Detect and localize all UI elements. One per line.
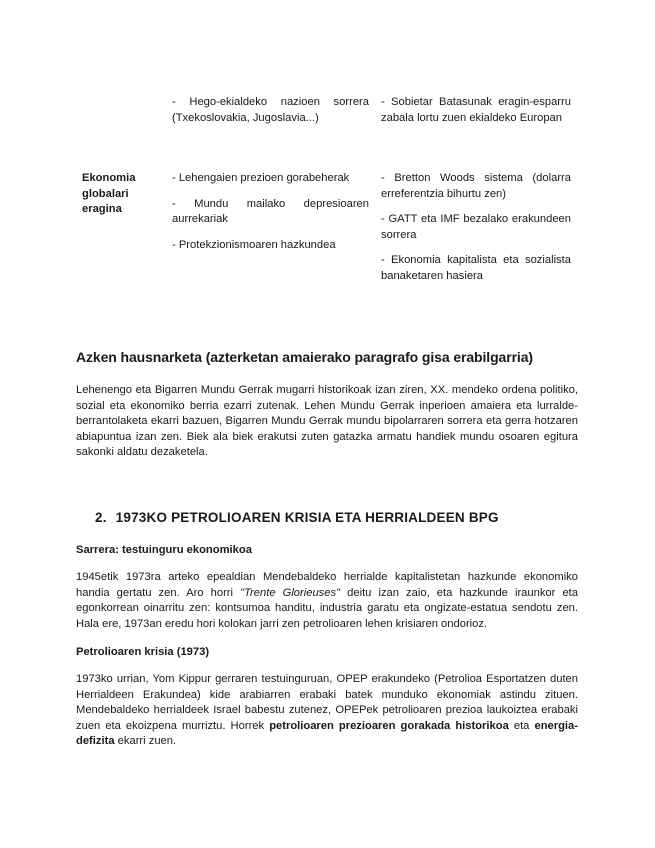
intro-heading: Sarrera: testuinguru ekonomikoa xyxy=(76,544,252,556)
table-row2-col3 xyxy=(381,171,571,285)
intro-text-start: 1945etik 1973ra arteko epealdian Mendebaldeko herrialde kapitalistetan hazkunde ekonomiko handia gertatu zen. Aro horri xyxy=(76,571,578,599)
list-item: - Mundu mailako depresioaren aurrekariak xyxy=(172,197,369,226)
list-item: - Bretton Woods sistema (dolarra erreferentzia bihurtu zen) xyxy=(381,172,571,200)
intro-text-end: deitu izan zaio, eta hazkunde iraunkor eta egonkorrean oinarritu zen: kontsumoa handitu, industria garatu eta ongizate-estatua sendotu zen. Hala ere, 1973an eredu hori kolokan jarri zen petrolioaren lehen krisiaren ondorioz. xyxy=(76,586,578,630)
crisis-text-mid: eta xyxy=(508,719,535,732)
table-cell-text: - Hego-ekialdeko nazioen sorrera (Txekoslovakia, Jugoslavia...) xyxy=(172,96,369,124)
list-item: - Ekonomia kapitalista eta sozialista banaketaren hasiera xyxy=(381,254,571,282)
list-item: - Lehengaien prezioen gorabeherak xyxy=(172,172,350,184)
list-item: - GATT eta IMF bezalako erakundeen sorrera xyxy=(381,213,571,241)
table-row1-col2 xyxy=(172,95,369,126)
table-row2-header: Ekonomia globalari eragina xyxy=(82,172,136,216)
crisis-text-start: 1973ko urrian, Yom Kippur gerraren testuinguruan, OPEP erakundeko (Petrolioa Esportatzen duten Herrialdeen Erakundea) kide arabiarren erabaki batek munduko ekonomiak astindu zituen. Mendebaldeko herrialdeek Israel babestu zutenez, OPEPek petrolioaren prezioa laukoiztea erabaki zuen eta ekoizpena murriztu. Horrek xyxy=(76,673,578,732)
section-title xyxy=(95,510,499,525)
crisis-text-end: ekarri zuen. xyxy=(114,735,177,748)
table-cell-text: - Sobietar Batasunak eragin-esparru zabala lortu zuen ekialdeko Europan xyxy=(381,96,571,124)
list-item: - Protekzionismoaren hazkundea xyxy=(172,238,336,251)
conclusion-heading: Azken hausnarketa (azterketan amaierako paragrafo gisa erabilgarria) xyxy=(76,349,533,365)
table-row2-col2 xyxy=(172,171,369,253)
section-number: 2. xyxy=(95,510,107,525)
crisis-text-bold-1: petrolioaren prezioaren gorakada historikoa xyxy=(269,719,509,732)
conclusion-paragraph: Lehenengo eta Bigarren Mundu Gerrak mugarri historikoak izan ziren, XX. mendeko ordena politiko, sozial eta ekonomiko berria ezarri zutenak. Lehen Mundu Gerrak inperioen amaiera eta lurralde-berrantolaketa ekarri bazuen, Bigarren Mundu Gerrak mundu bipolarraren sorrera eta gerra hotzaren abiapuntua izan zen. Biek ala biek erakutsi zuten gatazka armatu handiek mundu osoaren egitura sakonki aldatu dezaketela. xyxy=(76,384,578,459)
crisis-text-bold-2: energia-defizita xyxy=(76,719,578,748)
crisis-paragraph xyxy=(76,672,578,750)
crisis-heading: Petrolioaren krisia (1973) xyxy=(76,646,210,658)
section-title-text: 1973KO PETROLIOAREN KRISIA ETA HERRIALDEEN BPG xyxy=(115,510,499,525)
intro-text-italic: "Trente Glorieuses" xyxy=(240,586,341,599)
intro-paragraph xyxy=(76,570,578,632)
table-row1-col3 xyxy=(381,95,571,126)
